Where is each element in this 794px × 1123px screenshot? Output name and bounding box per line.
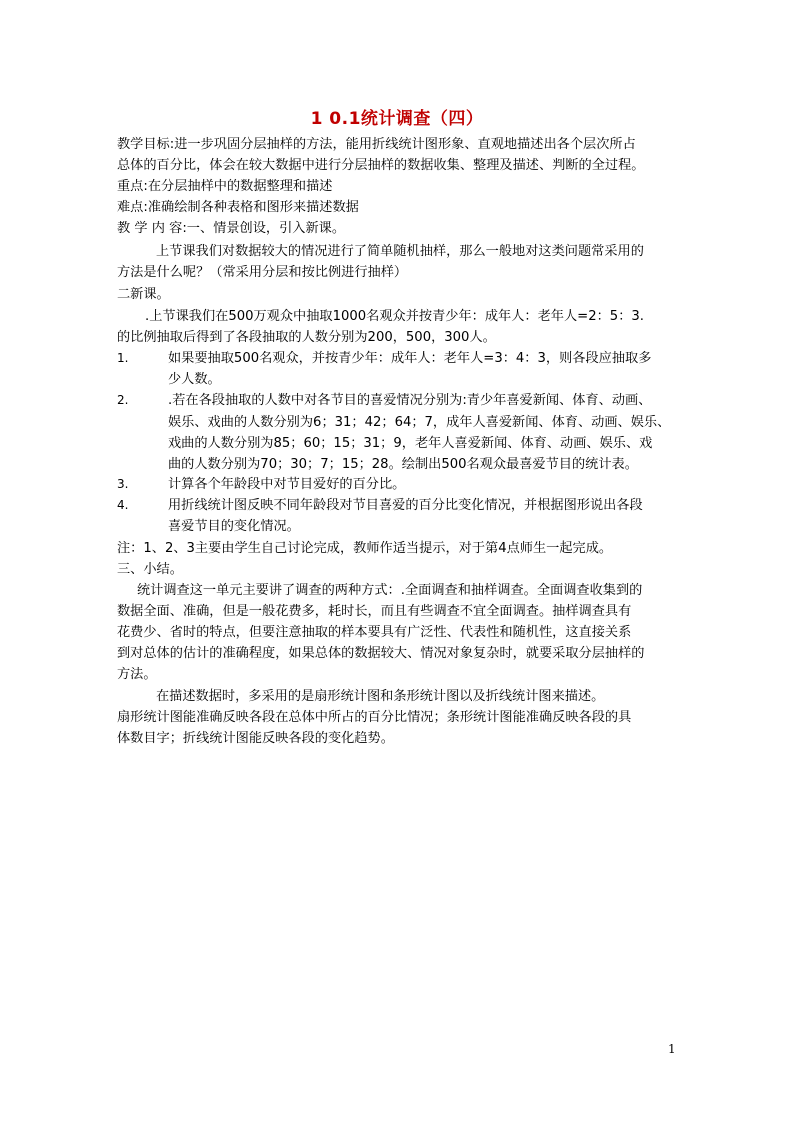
list-item-1-line-2: 少人数。 [168, 372, 221, 387]
list-item-4-line-1: 用折线统计图反映不同年龄段对节目喜爱的百分比变化情况，并根据图形说出各段 [168, 498, 643, 513]
page-number: 1 [668, 1042, 676, 1056]
list-item-number: 2. [117, 393, 129, 407]
charts-line-1: 扇形统计图能准确反映各段在总体中所占的百分比情况；条形统计图能准确反映各段的具 [117, 710, 632, 725]
objective-line-2: 总体的百分比，体会在较大数据中进行分层抽样的数据收集、整理及描述、判断的全过程。 [117, 158, 645, 173]
summary-line-5: 方法。 [117, 667, 157, 682]
summary-line-2: 数据全面、准确，但是一般花费多，耗时长，而且有些调查不宜全面调查。抽样调查具有 [117, 604, 632, 619]
document-title: 1 0.1统计调查（四） [310, 109, 484, 129]
charts-line-2: 体数目字；折线统计图能反映各段的变化趋势。 [117, 731, 394, 746]
list-item-4-line-2: 喜爱节目的变化情况。 [168, 519, 300, 534]
list-item-3-line-1: 计算各个年龄段中对节目爱好的百分比。 [168, 477, 406, 492]
intro-line-2: 方法是什么呢？（常采用分层和按比例进行抽样） [117, 265, 408, 280]
new-lesson-line-2: 的比例抽取后得到了各段抽取的人数分别为200，500，300人。 [117, 330, 496, 345]
summary-line-1: 统计调查这一单元主要讲了调查的两种方式：.全面调查和抽样调查。全面调查收集到的 [137, 583, 643, 598]
list-item-1-line-1: 如果要抽取500名观众，并按青少年：成年人：老年人=3：4：3，则各段应抽取多 [168, 351, 652, 366]
describe-line: 在描述数据时，多采用的是扇形统计图和条形统计图以及折线统计图来描述。 [156, 689, 605, 704]
content-heading: 教 学 内 容:一、情景创设，引入新课。 [117, 221, 346, 236]
section-summary: 三、小结。 [117, 562, 183, 577]
section-new-lesson: 二新课。 [117, 287, 170, 302]
note: 注：1、2、3主要由学生自己讨论完成，教师作适当提示，对于第4点师生一起完成。 [117, 541, 613, 556]
list-item-2-line-1: .若在各段抽取的人数中对各节目的喜爱情况分别为:青少年喜爱新闻、体育、动画、 [168, 393, 652, 408]
summary-line-3: 花费少、省时的特点，但要注意抽取的样本要具有广泛性、代表性和随机性，这直接关系 [117, 625, 632, 640]
key-point: 重点:在分层抽样中的数据整理和描述 [117, 179, 333, 194]
list-item-number: 1. [117, 351, 129, 365]
intro-line-1: 上节课我们对数据较大的情况进行了简单随机抽样，那么一般地对这类问题常采用的 [156, 244, 644, 259]
difficulty: 难点:准确绘制各种表格和图形来描述数据 [117, 200, 359, 215]
list-item-number: 3. [117, 477, 129, 491]
objective-line-1: 教学目标:进一步巩固分层抽样的方法，能用折线统计图形象、直观地描述出各个层次所占 [117, 137, 636, 152]
list-item-2-line-4: 曲的人数分别为70；30；7；15；28。绘制出500名观众最喜爱节目的统计表。 [168, 457, 638, 472]
list-item-2-line-3: 戏曲的人数分别为85；60；15；31；9，老年人喜爱新闻、体育、动画、娱乐、戏 [168, 436, 653, 451]
list-item-number: 4. [117, 498, 129, 512]
summary-line-4: 到对总体的估计的准确程度，如果总体的数据较大、情况对象复杂时，就要采取分层抽样的 [117, 646, 645, 661]
list-item-2-line-2: 娱乐、戏曲的人数分别为6；31；42；64；7，成年人喜爱新闻、体育、动画、娱乐、 [168, 415, 671, 430]
new-lesson-line-1: .上节课我们在500万观众中抽取1000名观众并按青少年：成年人：老年人=2：5：3. [145, 309, 644, 324]
